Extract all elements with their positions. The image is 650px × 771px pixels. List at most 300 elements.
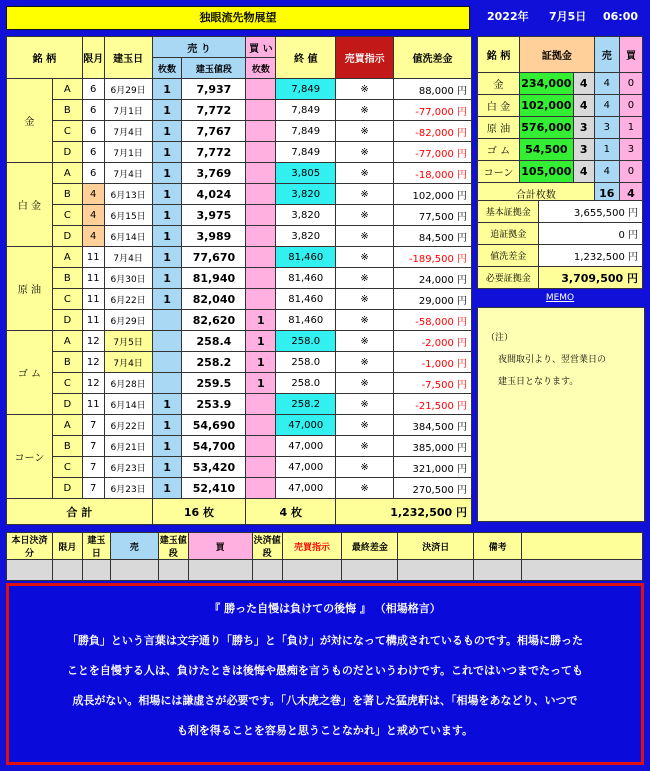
total-sell: 16 枚 (152, 499, 246, 525)
sell-qty-cell: 1 (152, 226, 182, 247)
table-row (7, 100, 472, 121)
sell-qty-cell: 1 (152, 142, 182, 163)
table-row (7, 478, 472, 499)
settle-col-header: 建玉日 (82, 533, 110, 560)
page-title: 独眼流先物展望 (6, 6, 470, 30)
grade-cell: B (52, 184, 82, 205)
date-cell: 6月22日 (104, 415, 152, 436)
close-cell: 81,460 (276, 247, 336, 268)
side-margin: 234,000 (520, 73, 574, 95)
side-count: 3 (573, 117, 594, 139)
summary-table (477, 200, 643, 289)
close-cell: 81,460 (276, 310, 336, 331)
year-label: 2022年 (487, 10, 529, 23)
col-sell-qty: 枚数 (152, 58, 182, 79)
diff-cell: -2,000 円 (394, 331, 472, 352)
signal-cell[interactable]: ※ (336, 415, 394, 436)
side-buy: 3 (619, 139, 642, 161)
settlement-table (6, 532, 643, 581)
settle-cell (82, 560, 110, 581)
grade-cell: A (52, 163, 82, 184)
side-brand: 原 油 (478, 117, 520, 139)
month-cell: 6 (82, 100, 104, 121)
price-cell: 253.9 (182, 394, 246, 415)
month-cell: 6 (82, 163, 104, 184)
summary-value: 3,655,500 円 (539, 201, 643, 223)
grade-cell: D (52, 226, 82, 247)
signal-cell[interactable]: ※ (336, 352, 394, 373)
side-row (478, 95, 643, 117)
settle-col-header: 売買指示 (282, 533, 342, 560)
signal-cell[interactable]: ※ (336, 436, 394, 457)
total-label: 合 計 (7, 499, 153, 525)
date-cell: 6月30日 (104, 268, 152, 289)
close-cell: 3,820 (276, 205, 336, 226)
grade-cell: A (52, 247, 82, 268)
side-buy: 0 (619, 95, 642, 117)
table-row (7, 142, 472, 163)
buy-qty-cell (246, 226, 276, 247)
sell-qty-cell: 1 (152, 289, 182, 310)
close-cell: 3,820 (276, 184, 336, 205)
table-row (7, 184, 472, 205)
grade-cell: D (52, 478, 82, 499)
price-cell: 77,670 (182, 247, 246, 268)
table-row (7, 352, 472, 373)
side-col-brand: 銘 柄 (478, 37, 520, 73)
settle-col-header: 建玉値段 (158, 533, 188, 560)
memo-panel (477, 307, 645, 522)
brand-cell: コーン (7, 415, 53, 499)
brand-cell: 白 金 (7, 163, 53, 247)
diff-cell: 102,000 円 (394, 184, 472, 205)
month-cell: 11 (82, 310, 104, 331)
price-cell: 258.2 (182, 352, 246, 373)
grade-cell: A (52, 79, 82, 100)
diff-cell: 88,000 円 (394, 79, 472, 100)
settle-col-header: 決済日 (398, 533, 474, 560)
buy-qty-cell: 1 (246, 352, 276, 373)
close-cell: 3,805 (276, 163, 336, 184)
date-cell: 6月23日 (104, 478, 152, 499)
settle-col-header: 買 (188, 533, 252, 560)
table-row (7, 394, 472, 415)
quote-line-3: 成長がない。相場には謙虚さが必要です。「八木虎之巻」を著した猛虎軒は、「相場をあなどり、いつで (72, 694, 578, 707)
summary-row (478, 245, 643, 267)
diff-cell: 270,500 円 (394, 478, 472, 499)
table-row (7, 163, 472, 184)
grade-cell: B (52, 436, 82, 457)
sell-qty-cell: 1 (152, 268, 182, 289)
diff-cell: 77,500 円 (394, 205, 472, 226)
settle-col-header: 限月 (52, 533, 82, 560)
side-total-sell: 16 (594, 183, 619, 205)
table-row (7, 289, 472, 310)
buy-qty-cell (246, 247, 276, 268)
quote-panel (6, 583, 644, 765)
signal-cell[interactable]: ※ (336, 373, 394, 394)
date-cell: 7月1日 (104, 100, 152, 121)
sell-qty-cell: 1 (152, 394, 182, 415)
side-sell: 3 (594, 117, 619, 139)
price-cell: 3,975 (182, 205, 246, 226)
table-row (7, 121, 472, 142)
grade-cell: B (52, 352, 82, 373)
positions-table (6, 36, 472, 525)
sell-qty-cell: 1 (152, 100, 182, 121)
grade-cell: D (52, 142, 82, 163)
grade-cell: D (52, 394, 82, 415)
signal-cell[interactable]: ※ (336, 205, 394, 226)
date-cell: 7月1日 (104, 142, 152, 163)
summary-label: 基本証拠金 (478, 201, 539, 223)
date-cell: 6月21日 (104, 436, 152, 457)
summary-row (478, 267, 643, 289)
signal-cell[interactable]: ※ (336, 163, 394, 184)
date-cell: 6月23日 (104, 457, 152, 478)
quote-line-1: 「勝負」という言葉は文字通り「勝ち」と「負け」が対になって構成されているものです。相場に勝った (66, 634, 584, 647)
signal-cell[interactable]: ※ (336, 331, 394, 352)
sell-qty-cell: 1 (152, 478, 182, 499)
date-cell: 6月13日 (104, 184, 152, 205)
diff-cell: 385,000 円 (394, 436, 472, 457)
col-close: 終 値 (276, 37, 336, 79)
memo-line2: 夜間取引より、翌営業日の (498, 355, 607, 365)
close-cell: 47,000 (276, 436, 336, 457)
settle-cell (474, 560, 522, 581)
sell-qty-cell: 1 (152, 79, 182, 100)
table-row (7, 226, 472, 247)
sell-qty-cell: 1 (152, 436, 182, 457)
date-cell: 6月29日 (104, 79, 152, 100)
date-cell: 6月22日 (104, 289, 152, 310)
side-count: 3 (573, 139, 594, 161)
summary-value: 0 円 (539, 223, 643, 245)
side-sell: 4 (594, 95, 619, 117)
signal-cell[interactable]: ※ (336, 268, 394, 289)
month-cell: 6 (82, 121, 104, 142)
sell-qty-cell: 1 (152, 184, 182, 205)
date-cell: 7月4日 (104, 121, 152, 142)
close-cell: 47,000 (276, 478, 336, 499)
diff-cell: 321,000 円 (394, 457, 472, 478)
side-buy: 0 (619, 73, 642, 95)
date-cell: 7月4日 (104, 163, 152, 184)
signal-cell[interactable]: ※ (336, 100, 394, 121)
price-cell: 54,700 (182, 436, 246, 457)
side-total-buy: 4 (619, 183, 642, 205)
side-sell: 1 (594, 139, 619, 161)
month-cell: 11 (82, 247, 104, 268)
sell-qty-cell: 1 (152, 247, 182, 268)
table-row (7, 436, 472, 457)
buy-qty-cell (246, 205, 276, 226)
col-buy-group: 買 い (246, 37, 276, 58)
price-cell: 52,410 (182, 478, 246, 499)
grade-cell: C (52, 205, 82, 226)
price-cell: 3,989 (182, 226, 246, 247)
margin-table (477, 36, 643, 205)
grade-cell: A (52, 331, 82, 352)
brand-cell: 金 (7, 79, 53, 163)
month-cell: 7 (82, 457, 104, 478)
side-sell: 4 (594, 161, 619, 183)
brand-cell: ゴ ム (7, 331, 53, 415)
side-row (478, 117, 643, 139)
settle-cell (188, 560, 252, 581)
price-cell: 258.4 (182, 331, 246, 352)
sell-qty-cell (152, 352, 182, 373)
sell-qty-cell: 1 (152, 121, 182, 142)
close-cell: 258.0 (276, 352, 336, 373)
total-diff: 1,232,500 円 (336, 499, 472, 525)
diff-cell: 84,500 円 (394, 226, 472, 247)
quote-title: 『 勝った自慢は負けての後悔 』 （相場格言） (209, 602, 441, 615)
sell-qty-cell (152, 331, 182, 352)
side-sell: 4 (594, 73, 619, 95)
month-cell: 4 (82, 184, 104, 205)
settle-col-header: 備考 (474, 533, 522, 560)
summary-label: 必要証拠金 (478, 267, 539, 289)
grade-cell: D (52, 310, 82, 331)
table-row (7, 373, 472, 394)
settle-cell (52, 560, 82, 581)
buy-qty-cell (246, 394, 276, 415)
memo-line1: （注） (486, 333, 514, 343)
summary-row (478, 223, 643, 245)
col-brand: 銘 柄 (7, 37, 83, 79)
side-col-margin: 証拠金 (520, 37, 595, 73)
month-cell: 6 (82, 142, 104, 163)
buy-qty-cell (246, 289, 276, 310)
price-cell: 54,690 (182, 415, 246, 436)
summary-value: 1,232,500 円 (539, 245, 643, 267)
price-cell: 259.5 (182, 373, 246, 394)
buy-qty-cell (246, 121, 276, 142)
date-cell: 6月29日 (104, 310, 152, 331)
date-cell: 6月14日 (104, 226, 152, 247)
buy-qty-cell (246, 457, 276, 478)
close-cell: 3,820 (276, 226, 336, 247)
close-cell: 7,849 (276, 100, 336, 121)
month-cell: 11 (82, 394, 104, 415)
grade-cell: C (52, 121, 82, 142)
month-cell: 11 (82, 289, 104, 310)
sell-qty-cell: 1 (152, 163, 182, 184)
signal-header-button[interactable]: 売買指示 (336, 37, 394, 79)
signal-cell[interactable]: ※ (336, 79, 394, 100)
table-row (7, 310, 472, 331)
side-col-sell: 売 (594, 37, 619, 73)
month-cell: 4 (82, 205, 104, 226)
side-brand: ゴ ム (478, 139, 520, 161)
signal-cell[interactable]: ※ (336, 457, 394, 478)
side-margin: 576,000 (520, 117, 574, 139)
diff-cell: -77,000 円 (394, 100, 472, 121)
settle-cell (342, 560, 398, 581)
table-row (7, 268, 472, 289)
close-cell: 47,000 (276, 415, 336, 436)
sell-qty-cell (152, 373, 182, 394)
date-cell: 7月4日 (104, 247, 152, 268)
grade-cell: A (52, 415, 82, 436)
month-cell: 7 (82, 436, 104, 457)
diff-cell: -21,500 円 (394, 394, 472, 415)
col-buy-qty: 枚数 (246, 58, 276, 79)
close-cell: 258.0 (276, 373, 336, 394)
signal-cell[interactable]: ※ (336, 247, 394, 268)
date-label: 7月5日 (549, 10, 587, 23)
table-row (7, 331, 472, 352)
table-row (7, 457, 472, 478)
diff-cell: 29,000 円 (394, 289, 472, 310)
table-row (7, 205, 472, 226)
summary-label: 値洗差金 (478, 245, 539, 267)
diff-cell: -82,000 円 (394, 121, 472, 142)
settle-cell (7, 560, 53, 581)
side-margin: 105,000 (520, 161, 574, 183)
settle-cell (398, 560, 474, 581)
date-cell: 6月28日 (104, 373, 152, 394)
memo-title[interactable]: MEMO (545, 293, 575, 303)
summary-label: 追証拠金 (478, 223, 539, 245)
close-cell: 47,000 (276, 457, 336, 478)
buy-qty-cell: 1 (246, 331, 276, 352)
time-label: 06:00 (603, 10, 639, 23)
summary-value: 3,709,500 円 (539, 267, 643, 289)
table-row (7, 247, 472, 268)
buy-qty-cell: 1 (246, 310, 276, 331)
settle-cell (158, 560, 188, 581)
diff-cell: -7,500 円 (394, 373, 472, 394)
date-display (473, 6, 643, 28)
settle-cell (282, 560, 342, 581)
side-buy: 0 (619, 161, 642, 183)
side-count: 4 (573, 161, 594, 183)
month-cell: 4 (82, 226, 104, 247)
close-cell: 258.0 (276, 331, 336, 352)
summary-row (478, 201, 643, 223)
month-cell: 12 (82, 352, 104, 373)
side-brand: コーン (478, 161, 520, 183)
diff-cell: -58,000 円 (394, 310, 472, 331)
table-row (7, 79, 472, 100)
signal-cell[interactable]: ※ (336, 226, 394, 247)
sell-qty-cell: 1 (152, 415, 182, 436)
date-cell: 7月5日 (104, 331, 152, 352)
grade-cell: B (52, 268, 82, 289)
price-cell: 82,620 (182, 310, 246, 331)
buy-qty-cell (246, 184, 276, 205)
memo-line3: 建玉日となります。 (498, 377, 579, 387)
close-cell: 258.2 (276, 394, 336, 415)
month-cell: 12 (82, 331, 104, 352)
signal-cell[interactable]: ※ (336, 394, 394, 415)
month-cell: 7 (82, 478, 104, 499)
brand-cell: 原 油 (7, 247, 53, 331)
buy-qty-cell (246, 436, 276, 457)
date-cell: 7月4日 (104, 352, 152, 373)
side-count: 4 (573, 73, 594, 95)
buy-qty-cell (246, 79, 276, 100)
buy-qty-cell: 1 (246, 373, 276, 394)
month-cell: 12 (82, 373, 104, 394)
close-cell: 7,849 (276, 142, 336, 163)
buy-qty-cell (246, 163, 276, 184)
side-row (478, 73, 643, 95)
close-cell: 81,460 (276, 268, 336, 289)
settle-col-header: 最終差金 (342, 533, 398, 560)
close-cell: 81,460 (276, 289, 336, 310)
month-cell: 7 (82, 415, 104, 436)
price-cell: 7,937 (182, 79, 246, 100)
grade-cell: B (52, 100, 82, 121)
quote-line-4: も利を得ることを容易と思うことなかれ」と戒めています。 (176, 724, 474, 737)
col-sell-group: 売 り (152, 37, 246, 58)
col-month: 限月 (82, 37, 104, 79)
month-cell: 11 (82, 268, 104, 289)
side-count: 4 (573, 95, 594, 117)
side-brand: 金 (478, 73, 520, 95)
close-cell: 7,849 (276, 121, 336, 142)
month-cell: 6 (82, 79, 104, 100)
side-margin: 102,000 (520, 95, 574, 117)
col-price: 建玉値段 (182, 58, 246, 79)
diff-cell: 384,500 円 (394, 415, 472, 436)
buy-qty-cell (246, 415, 276, 436)
signal-cell[interactable]: ※ (336, 310, 394, 331)
price-cell: 81,940 (182, 268, 246, 289)
side-brand: 白 金 (478, 95, 520, 117)
buy-qty-cell (246, 478, 276, 499)
grade-cell: C (52, 457, 82, 478)
diff-cell: -18,000 円 (394, 163, 472, 184)
grade-cell: C (52, 289, 82, 310)
date-cell: 6月15日 (104, 205, 152, 226)
signal-cell[interactable]: ※ (336, 289, 394, 310)
price-cell: 7,767 (182, 121, 246, 142)
settle-cell (110, 560, 158, 581)
date-cell: 6月14日 (104, 394, 152, 415)
table-row (7, 415, 472, 436)
signal-cell[interactable]: ※ (336, 121, 394, 142)
sell-qty-cell: 1 (152, 205, 182, 226)
settle-col-header: 売 (110, 533, 158, 560)
diff-cell: 24,000 円 (394, 268, 472, 289)
settle-col-header: 決済値段 (252, 533, 282, 560)
settle-cell (252, 560, 282, 581)
total-buy: 4 枚 (246, 499, 336, 525)
settle-col-header: 本日決済分 (7, 533, 53, 560)
price-cell: 82,040 (182, 289, 246, 310)
side-row (478, 161, 643, 183)
diff-cell: -189,500 円 (394, 247, 472, 268)
signal-cell[interactable]: ※ (336, 142, 394, 163)
side-buy: 1 (619, 117, 642, 139)
sell-qty-cell (152, 310, 182, 331)
col-diff: 値洗差金 (394, 37, 472, 79)
price-cell: 3,769 (182, 163, 246, 184)
side-col-buy: 買 (619, 37, 642, 73)
signal-cell[interactable]: ※ (336, 478, 394, 499)
diff-cell: -1,000 円 (394, 352, 472, 373)
diff-cell: -77,000 円 (394, 142, 472, 163)
quote-line-2: ことを自慢する人は、負けたときは後悔や愚痴を言うものだというわけです。これではいつまでたっても (66, 664, 584, 677)
buy-qty-cell (246, 100, 276, 121)
side-total-label: 合計枚数 (478, 183, 595, 205)
signal-cell[interactable]: ※ (336, 184, 394, 205)
col-date: 建玉日 (104, 37, 152, 79)
